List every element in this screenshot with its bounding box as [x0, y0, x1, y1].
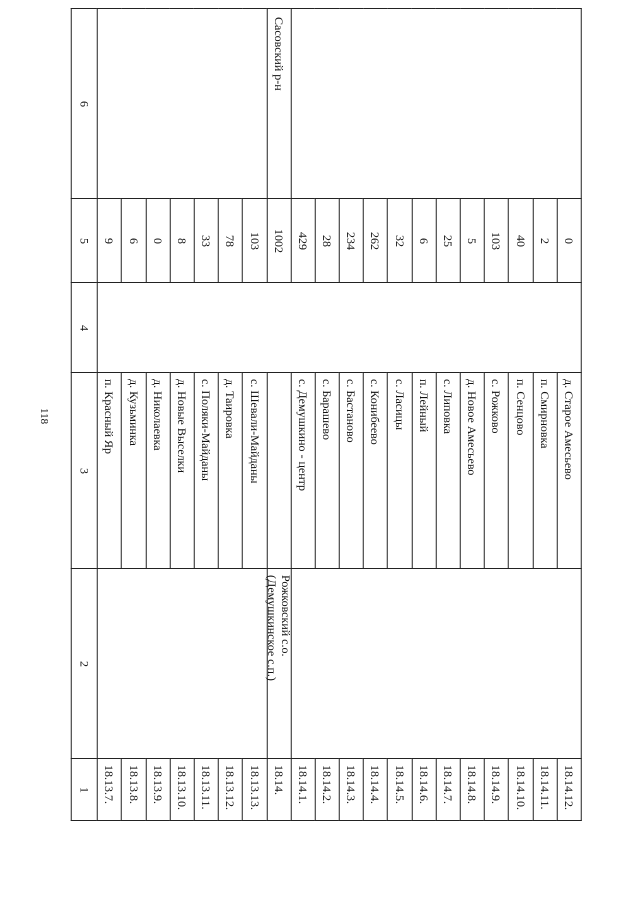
- population-value: 1002: [271, 228, 286, 253]
- table-cell: [460, 373, 484, 569]
- population-value: 429: [296, 231, 311, 250]
- locality-name: д. Новое Амесьево: [465, 379, 480, 476]
- table-cell: [509, 199, 533, 283]
- locality-name: д. Николаевка: [150, 379, 165, 451]
- table-cell: [194, 373, 218, 569]
- locality-name: с. Конибеево: [368, 379, 383, 445]
- row-number: 18.14.6.: [417, 765, 432, 804]
- table-cell: [485, 759, 509, 821]
- table-cell: [194, 199, 218, 283]
- empty-column-4: [98, 283, 582, 373]
- population-value: 78: [223, 234, 238, 247]
- table-cell: [460, 759, 484, 821]
- table-cell: [267, 9, 291, 199]
- table-cell: [291, 199, 315, 283]
- table-cell: [315, 199, 339, 283]
- table-cell: [485, 373, 509, 569]
- council-subname: (Демушкинское с.п.): [264, 575, 279, 681]
- table-cell: [509, 759, 533, 821]
- row-number: 18.14.8.: [465, 765, 480, 804]
- locality-name: д. Новые Выселки: [175, 379, 190, 473]
- row-number: 18.13.12.: [223, 765, 238, 810]
- locality-name: п. Смирновка: [537, 379, 552, 449]
- band-c5: [72, 199, 582, 283]
- header-label: 1: [77, 786, 92, 793]
- table-cell: [364, 373, 388, 569]
- population-value: 2: [537, 237, 552, 244]
- locality-name: с. Ласицы: [392, 379, 407, 431]
- row-number: 18.13.8.: [126, 765, 141, 804]
- table-cell: [412, 759, 436, 821]
- row-number: 18.14.: [271, 765, 286, 795]
- table-cell: [122, 373, 146, 569]
- table-cell: [339, 373, 363, 569]
- header-cell-1: [72, 759, 98, 821]
- table-cell: [412, 373, 436, 569]
- empty-district-cell: [291, 9, 581, 199]
- table-cell: [388, 373, 412, 569]
- table-cell: [412, 199, 436, 283]
- locality-name: д. Старое Амесьево: [562, 379, 577, 480]
- settlement-council: [265, 575, 293, 681]
- table-cell: [243, 373, 267, 569]
- header-cell-3: [72, 373, 98, 569]
- locality-name: п. Красный Яр: [102, 379, 117, 454]
- locality-name: с. Липовка: [441, 379, 456, 434]
- band-c3: [72, 373, 582, 569]
- population-value: 262: [368, 231, 383, 250]
- locality-name: с. Бастаново: [344, 379, 359, 443]
- table-cell: [339, 199, 363, 283]
- table-cell: [146, 759, 170, 821]
- table-cell: [170, 373, 194, 569]
- row-number: 18.13.11.: [199, 765, 214, 810]
- population-value: 9: [102, 237, 117, 244]
- table-cell: [533, 759, 557, 821]
- table-cell: [364, 199, 388, 283]
- table-cell: [170, 759, 194, 821]
- row-number: 18.13.13.: [247, 765, 262, 810]
- table-cell: [315, 759, 339, 821]
- locality-name: с. Рожково: [489, 379, 504, 434]
- row-number: 18.14.10.: [513, 765, 528, 810]
- table-cell: [194, 759, 218, 821]
- row-number: 18.14.4.: [368, 765, 383, 804]
- population-value: 103: [247, 231, 262, 250]
- table-cell: [388, 759, 412, 821]
- locality-name: п. Сенцово: [513, 379, 528, 436]
- table-cell: [436, 373, 460, 569]
- locality-name: с. Поляки-Майданы: [199, 379, 214, 481]
- table-cell: [243, 199, 267, 283]
- data-table: [71, 8, 582, 821]
- row-number: 18.14.3.: [344, 765, 359, 804]
- band-c6: [72, 9, 582, 199]
- table-cell: [264, 569, 293, 759]
- header-label: 4: [77, 324, 92, 331]
- population-value: 28: [320, 234, 335, 247]
- locality-name: д. Кузьминка: [126, 379, 141, 446]
- row-number: 18.13.7.: [102, 765, 117, 804]
- table-cell: [388, 199, 412, 283]
- header-label: 3: [77, 467, 92, 474]
- row-number: 18.14.5.: [392, 765, 407, 804]
- header-cell-5: [72, 199, 98, 283]
- row-number: 18.14.1.: [296, 765, 311, 804]
- row-number: 18.14.11.: [537, 765, 552, 810]
- locality-name: д. Таировка: [223, 379, 238, 439]
- table-cell: [170, 199, 194, 283]
- population-value: 6: [126, 237, 141, 244]
- population-value: 0: [150, 237, 165, 244]
- population-value: 33: [199, 234, 214, 247]
- population-value: 0: [562, 237, 577, 244]
- row-number: 18.13.10.: [175, 765, 190, 810]
- population-value: 8: [175, 237, 190, 244]
- header-cell-6: [72, 9, 98, 199]
- table-cell: [267, 373, 291, 569]
- table-cell: [364, 759, 388, 821]
- population-value: 6: [417, 237, 432, 244]
- table-cell: [557, 759, 581, 821]
- table-cell: [557, 199, 581, 283]
- district-name: Сасовский р-н: [271, 17, 286, 91]
- band-c2: [72, 569, 582, 759]
- table-cell: [291, 373, 315, 569]
- council-name: Рожковский с.о.: [278, 575, 293, 657]
- population-value: 25: [441, 234, 456, 247]
- header-cell-2: [72, 569, 98, 759]
- table-cell: [557, 373, 581, 569]
- table-cell: [218, 759, 242, 821]
- population-value: 234: [344, 231, 359, 250]
- table-cell: [98, 759, 122, 821]
- header-label: 6: [77, 100, 92, 107]
- table-cell: [122, 199, 146, 283]
- table-cell: [98, 199, 122, 283]
- population-value: 5: [465, 237, 480, 244]
- row-number: 18.14.9.: [489, 765, 504, 804]
- table-cell: [460, 199, 484, 283]
- table-cell: [98, 373, 122, 569]
- population-value: 103: [489, 231, 504, 250]
- row-number: 18.14.12.: [562, 765, 577, 810]
- table-cell: [218, 373, 242, 569]
- header-label: 5: [77, 237, 92, 244]
- table-cell: [122, 759, 146, 821]
- band-c4: [72, 283, 582, 373]
- table-cell: [315, 373, 339, 569]
- table-cell: [436, 199, 460, 283]
- table-cell: [146, 199, 170, 283]
- row-number: 18.13.9.: [150, 765, 165, 804]
- locality-name: с. Демушкино - центр: [296, 379, 311, 492]
- table-cell: [339, 759, 363, 821]
- table-cell: [243, 759, 267, 821]
- table-cell: [436, 759, 460, 821]
- row-number: 18.14.2.: [320, 765, 335, 804]
- band-c1: [72, 759, 582, 821]
- empty-council-cell: [98, 569, 267, 759]
- table-cell: [509, 373, 533, 569]
- table-cell: [146, 373, 170, 569]
- population-value: 40: [513, 234, 528, 247]
- table-cell: [533, 199, 557, 283]
- locality-name: п. Лейный: [417, 379, 432, 433]
- table-cell: [533, 373, 557, 569]
- empty-council-cell: [291, 569, 581, 759]
- header-label: 2: [77, 660, 92, 667]
- table-cell: [485, 199, 509, 283]
- table-cell: [267, 759, 291, 821]
- table-cell: [267, 199, 291, 283]
- page-number: 118: [38, 408, 50, 425]
- row-number: 18.14.7.: [441, 765, 456, 804]
- table-cell: [218, 199, 242, 283]
- empty-district-cell: [98, 9, 267, 199]
- table-cell: [291, 759, 315, 821]
- locality-name: с. Барашево: [320, 379, 335, 441]
- header-cell-4: [72, 283, 98, 373]
- locality-name: с. Шевали-Майданы: [247, 379, 262, 484]
- population-value: 32: [392, 234, 407, 247]
